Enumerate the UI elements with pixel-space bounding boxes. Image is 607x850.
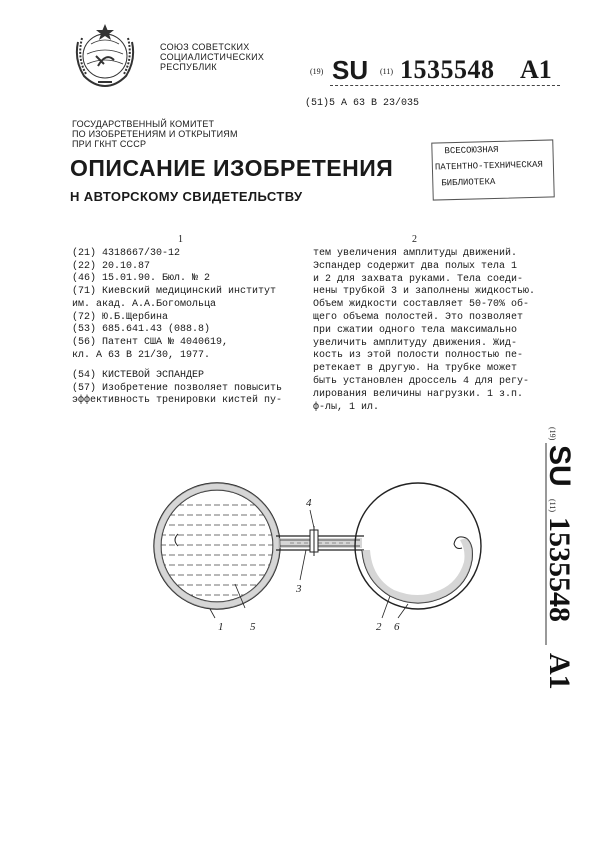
abstract-line: быть установлен дроссель 4 для регу-	[313, 375, 530, 387]
vertical-inid-19: (19)	[548, 427, 557, 441]
label-3: 3	[296, 583, 302, 595]
vertical-patent-number	[540, 425, 580, 695]
throttle-valve	[310, 526, 318, 556]
abstract-line: тем увеличения амплитуды движений.	[313, 248, 518, 259]
abstract-line: при сжатии одного тела максимально	[313, 324, 518, 336]
label-2: 2	[376, 621, 382, 633]
abstract-line: (54) КИСТЕВОЙ ЭСПАНДЕР	[72, 370, 205, 381]
abstract-continued	[313, 248, 535, 414]
right-hollow-body	[355, 483, 481, 609]
patent-number-row	[310, 55, 600, 85]
bib-line: им. акад. А.А.Богомольца	[72, 298, 217, 310]
bibliographic-data	[72, 248, 276, 362]
vertical-inid-11: (11)	[548, 499, 557, 513]
column-number-left: 1	[178, 234, 183, 245]
stamp-line: БИБЛИОТЕКА	[441, 176, 496, 189]
abstract-line: Объем жидкости составляет 50-70% об-	[313, 299, 530, 311]
committee-line: ГОСУДАРСТВЕННЫЙ КОМИТЕТ	[72, 119, 215, 129]
patent-number: 1535548	[400, 55, 495, 84]
abstract-line: Эспандер содержит два полых тела 1	[313, 260, 518, 272]
expander-drawing	[150, 480, 485, 640]
country-caption-line: СОЮЗ СОВЕТСКИХ	[160, 42, 250, 52]
number-underline	[330, 85, 560, 86]
abstract-start	[72, 370, 282, 408]
library-stamp	[431, 139, 554, 200]
country-caption-line: РЕСПУБЛИК	[160, 62, 217, 72]
abstract-line: лирования величины нагрузки. 1 з.п.	[313, 388, 524, 400]
committee-line: ПРИ ГКНТ СССР	[72, 139, 147, 149]
abstract-line: увеличить амплитуду движения. Жид-	[313, 337, 518, 349]
bib-line: (22) 20.10.87	[72, 260, 151, 272]
stamp-line: ВСЕСОЮЗНАЯ	[444, 144, 499, 157]
bib-line: (56) Патент США № 4040619,	[72, 336, 229, 348]
vertical-country-code: SU	[543, 445, 576, 487]
abstract-line: кость из этой полости полностью пе-	[313, 350, 524, 362]
bib-line: (53) 685.641.43 (088.8)	[72, 324, 211, 336]
document-subtitle: Н АВТОРСКОМУ СВИДЕТЕЛЬСТВУ	[70, 189, 303, 204]
country-code: SU	[332, 55, 369, 85]
country-caption	[160, 42, 264, 72]
label-5: 5	[250, 621, 256, 633]
bib-line: (72) Ю.Б.Щербина	[72, 311, 169, 323]
committee-caption	[72, 119, 238, 149]
abstract-line: (57) Изобретение позволяет повысить	[72, 382, 283, 394]
bib-line: (71) Киевский медицинский институт	[72, 286, 277, 298]
abstract-line: эффективность тренировки кистей пу-	[72, 395, 283, 407]
ipc-classification: (51)5 А 63 В 23/035	[305, 98, 420, 109]
label-1: 1	[218, 621, 224, 633]
vertical-kind-code: A1	[543, 653, 576, 690]
abstract-line: щего объема полостей. Это позволяет	[313, 311, 524, 323]
abstract-line: ретекает в другую. На трубке может	[313, 363, 518, 375]
inid-code-19: (19)	[310, 67, 324, 76]
abstract-line: нены трубкой 3 и заполнены жидкостью.	[313, 286, 536, 298]
column-number-right: 2	[412, 234, 417, 245]
document-title: ОПИСАНИЕ ИЗОБРЕТЕНИЯ	[70, 155, 394, 181]
bib-line: кл. А 63 В 21/30, 1977.	[72, 349, 211, 361]
stamp-line: ПАТЕНТНО-ТЕХНИЧЕСКАЯ	[434, 159, 544, 173]
state-emblem-icon	[68, 22, 142, 90]
inid-code-11: (11)	[380, 67, 394, 76]
committee-line: ПО ИЗОБРЕТЕНИЯМ И ОТКРЫТИЯМ	[72, 129, 238, 139]
bib-line: (21) 4318667/30-12	[72, 248, 181, 259]
label-4: 4	[306, 497, 312, 509]
bib-line: (46) 15.01.90. Бюл. № 2	[72, 273, 211, 285]
abstract-line: и 2 для захвата руками. Тела соеди-	[313, 273, 524, 285]
connecting-tube	[276, 536, 364, 550]
label-6: 6	[394, 621, 400, 633]
left-hollow-body	[154, 483, 280, 609]
vertical-patent-digits: 1535548	[543, 517, 576, 622]
country-caption-line: СОЦИАЛИСТИЧЕСКИХ	[160, 52, 265, 62]
abstract-line: ф-лы, 1 ил.	[313, 401, 380, 413]
kind-code: A1	[520, 55, 552, 84]
